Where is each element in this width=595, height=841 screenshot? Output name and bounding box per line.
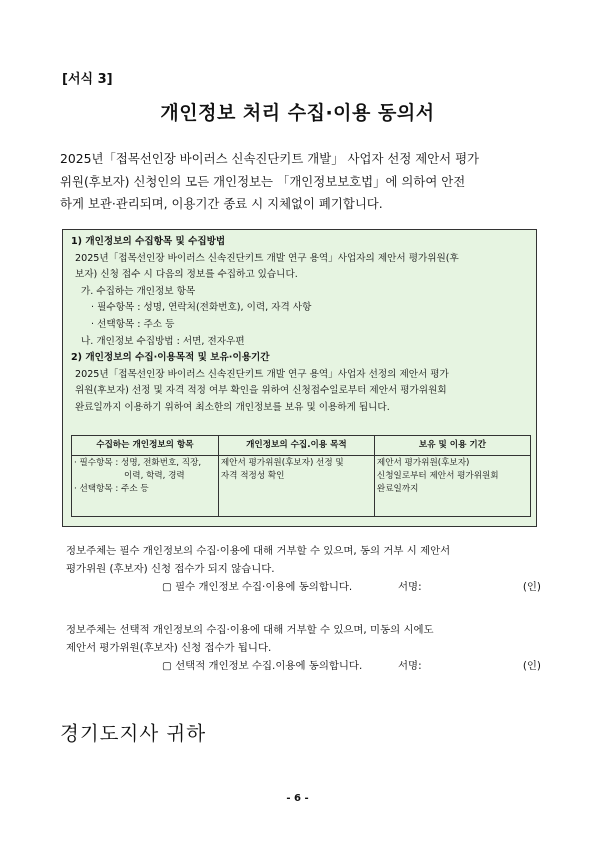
table-cell-purpose — [218, 456, 374, 517]
section2-heading: 2) 개인정보의 수집·이용목적 및 보유·이용기간 — [71, 352, 270, 364]
optional-consent-block — [66, 621, 541, 675]
addressee: 경기도지사 귀하 — [60, 722, 207, 745]
cell-line: 이력, 학력, 경력 — [124, 471, 185, 481]
info-box — [62, 229, 537, 527]
form-number: [서식 3] — [62, 72, 113, 87]
section1-heading: 1) 개인정보의 수집항목 및 수집방법 — [71, 236, 226, 247]
table-cell-items — [72, 456, 219, 517]
required-consent-checkbox[interactable]: ▢ 필수 개인정보 수집·이용에 동의합니다. — [162, 581, 353, 593]
optional-consent-checkbox[interactable]: ▢ 선택적 개인정보 수집.이용에 동의합니다. — [162, 660, 363, 672]
section1-text: 보자) 신청 접수 시 다음의 정보를 수집하고 있습니다. — [75, 269, 298, 281]
consent-text: 정보주체는 선택적 개인정보의 수집·이용에 대해 거부할 수 있으며, 미동의 시에도 — [66, 624, 434, 636]
cell-line: · 필수항목 : 성명, 전화번호, 직장, — [74, 458, 202, 468]
section2-text: 위원(후보자) 선정 및 자격 적정 여부 확인을 위하여 신청접수일로부터 제안서 평가위원회 — [75, 385, 447, 397]
intro-line: 하게 보관·관리되며, 이용기간 종료 시 지체없이 폐기합니다. — [60, 196, 383, 211]
cell-line: 신청일로부터 제안서 평가위원회 — [376, 471, 499, 481]
seal-mark: (인) — [522, 581, 541, 593]
page-number: - 6 - — [286, 793, 309, 804]
section1-item-b: 나. 개인정보 수집방법 : 서면, 전자우편 — [81, 335, 245, 347]
table-header: 수집하는 개인정보의 항목 — [72, 436, 219, 456]
seal-mark: (인) — [522, 660, 541, 672]
intro-paragraph — [60, 148, 540, 216]
section1-item-a-required: · 필수항목 : 성명, 연락처(전화번호), 이력, 자격 사항 — [91, 302, 312, 314]
section2-text: 완료일까지 이용하기 위하여 최소한의 개인정보를 보유 및 이용하게 됩니다. — [75, 401, 390, 413]
cell-line: 자격 적정성 확인 — [220, 471, 285, 481]
table-header: 보유 및 이용 기간 — [374, 436, 530, 456]
document-title: 개인정보 처리 수집·이용 동의서 — [160, 102, 435, 124]
cell-line: · 선택항목 : 주소 등 — [74, 484, 149, 494]
section1-text: 2025년「접목선인장 바이러스 신속진단키트 개발 연구 용역」사업자의 제안서 평가위원(후 — [75, 252, 459, 264]
signature-label: 서명: — [398, 581, 422, 593]
cell-line: 완료일까지 — [376, 484, 419, 494]
info-table — [71, 435, 531, 517]
signature-label: 서명: — [398, 660, 422, 672]
consent-text: 정보주체는 필수 개인정보의 수집·이용에 대해 거부할 수 있으며, 동의 거부 시 제안서 — [66, 545, 451, 557]
table-cell-period — [374, 456, 530, 517]
section2-text: 2025년「접목선인장 바이러스 신속진단키트 개발 연구 용역」사업자 선정의 제안서 평가 — [75, 368, 449, 380]
consent-text: 제안서 평가위원(후보자) 신청 접수가 됩니다. — [66, 642, 272, 654]
intro-line: 2025년「접목선인장 바이러스 신속진단키트 개발」 사업자 선정 제안서 평가 — [60, 151, 480, 166]
section1-item-a-optional: · 선택항목 : 주소 등 — [91, 318, 175, 330]
table-header-row — [72, 436, 531, 456]
cell-line: 제안서 평가위원(후보자) — [376, 458, 470, 468]
table-row — [72, 456, 531, 517]
required-consent-block — [66, 542, 541, 596]
consent-text: 평가위원 (후보자) 신청 접수가 되지 않습니다. — [66, 563, 275, 575]
cell-line: 제안서 평가위원(후보자) 선정 및 — [220, 458, 344, 468]
section1-item-a: 가. 수집하는 개인정보 항목 — [81, 285, 196, 297]
intro-line: 위원(후보자) 신청인의 모든 개인정보는 「개인정보보호법」에 의하여 안전 — [60, 173, 466, 189]
table-header: 개인정보의 수집.이용 목적 — [218, 436, 374, 456]
